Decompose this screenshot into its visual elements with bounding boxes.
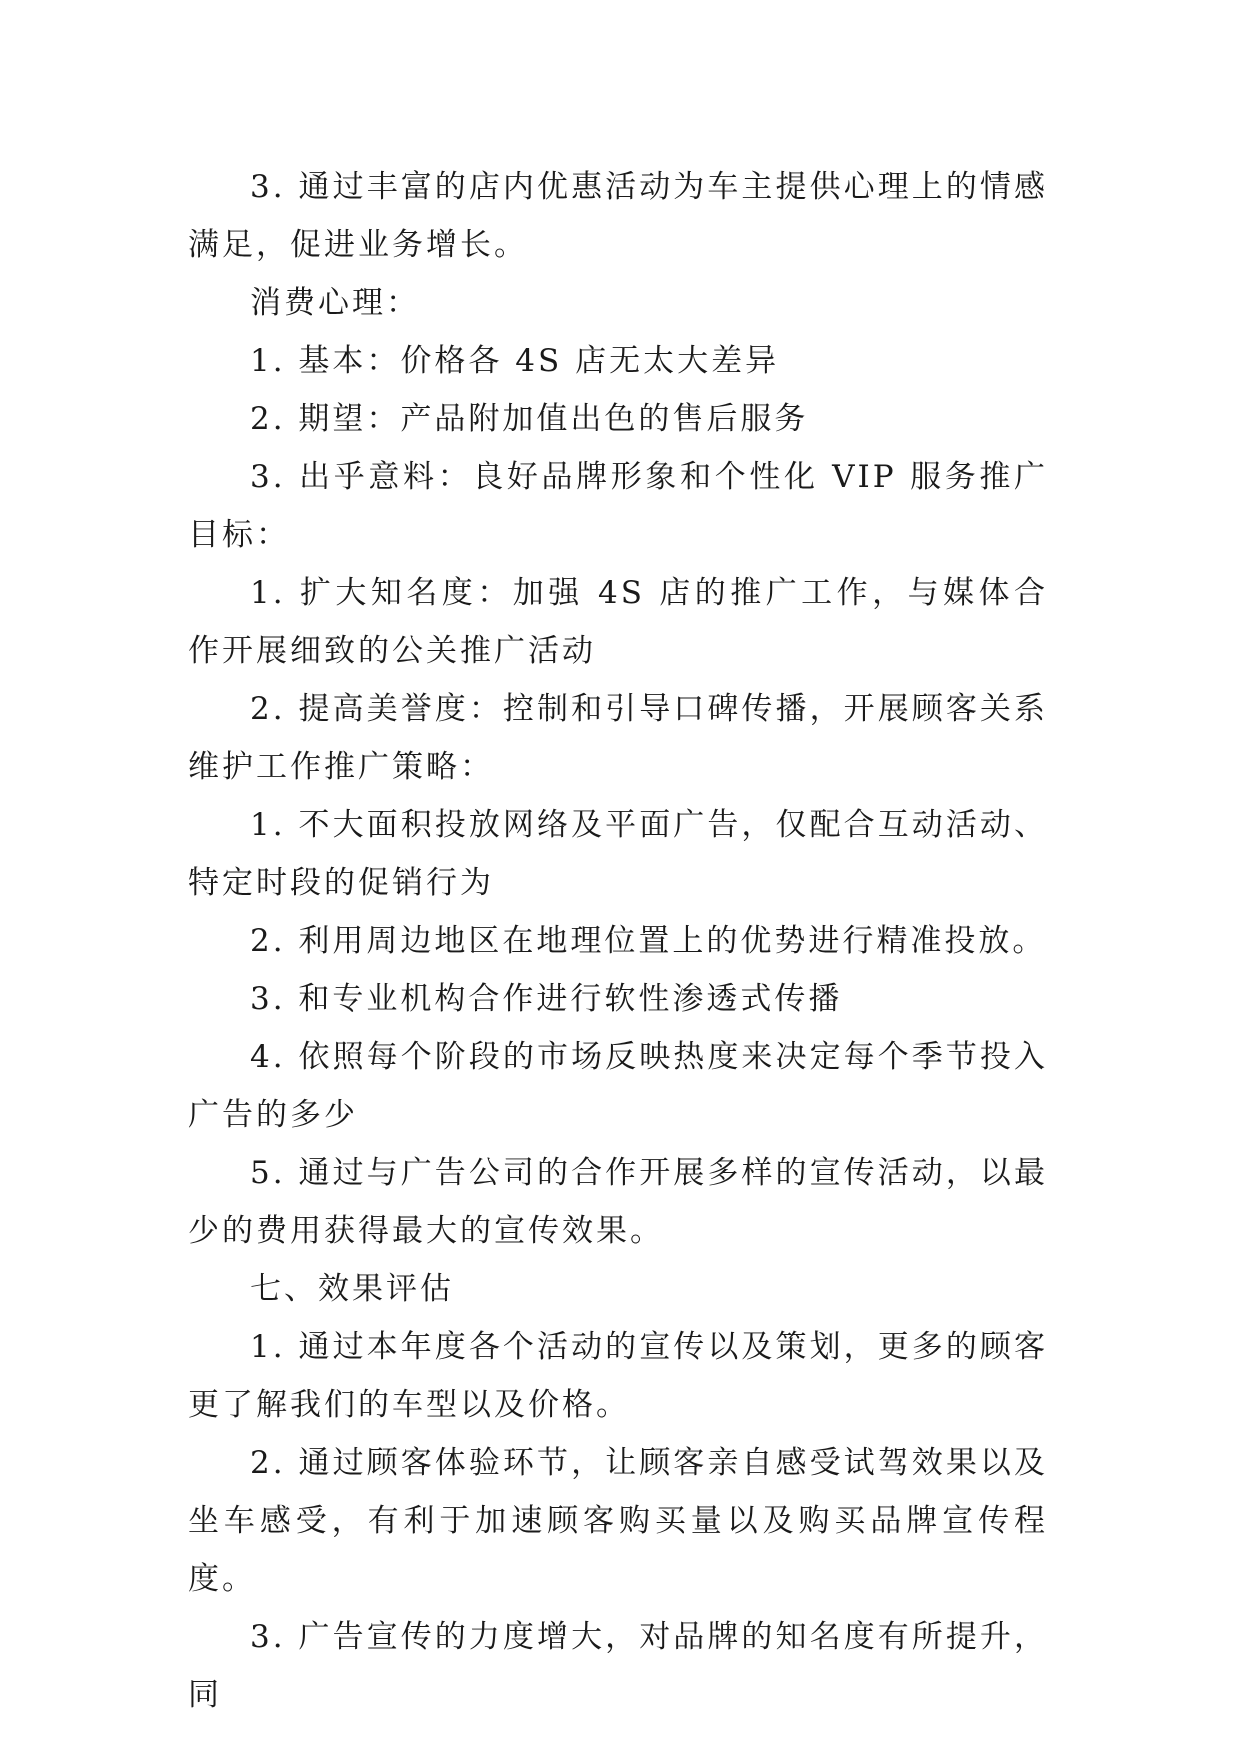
paragraph-evaluation-3: 3. 广告宣传的力度增大，对品牌的知名度有所提升，同 bbox=[188, 1619, 1048, 1713]
paragraph-strategy-1: 1. 不大面积投放网络及平面广告，仅配合互动活动、特定时段的促销行为 bbox=[188, 807, 1048, 901]
document-body bbox=[188, 158, 1048, 1724]
paragraph-awareness: 1. 扩大知名度：加强 4S 店的推广工作，与媒体合作开展细致的公关推广活动 bbox=[188, 575, 1048, 669]
paragraph-evaluation-2: 2. 通过顾客体验环节，让顾客亲自感受试驾效果以及坐车感受，有利于加速顾客购买量以及购买品牌宣传程度。 bbox=[188, 1445, 1048, 1597]
paragraph-strategy-3: 3. 和专业机构合作进行软性渗透式传播 bbox=[250, 981, 843, 1017]
paragraph-strategy-4: 4. 依照每个阶段的市场反映热度来决定每个季节投入广告的多少 bbox=[188, 1039, 1048, 1133]
paragraph-expectation: 2. 期望：产品附加值出色的售后服务 bbox=[250, 401, 809, 437]
paragraph-consumer-psychology-heading: 消费心理： bbox=[250, 285, 420, 321]
paragraph-surprise: 3. 出乎意料：良好品牌形象和个性化 VIP 服务推广目标： bbox=[188, 459, 1048, 553]
paragraph-basic: 1. 基本：价格各 4S 店无太大差异 bbox=[250, 343, 780, 379]
paragraph-evaluation-1: 1. 通过本年度各个活动的宣传以及策划，更多的顾客更了解我们的车型以及价格。 bbox=[188, 1329, 1048, 1423]
paragraph-promo-satisfaction: 3. 通过丰富的店内优惠活动为车主提供心理上的情感满足，促进业务增长。 bbox=[188, 169, 1048, 263]
paragraph-strategy-2: 2. 利用周边地区在地理位置上的优势进行精准投放。 bbox=[250, 923, 1047, 959]
paragraph-strategy-5: 5. 通过与广告公司的合作开展多样的宣传活动，以最少的费用获得最大的宣传效果。 bbox=[188, 1155, 1048, 1249]
section-heading-evaluation: 七、效果评估 bbox=[250, 1271, 454, 1307]
paragraph-reputation: 2. 提高美誉度：控制和引导口碑传播，开展顾客关系维护工作推广策略： bbox=[188, 691, 1048, 785]
